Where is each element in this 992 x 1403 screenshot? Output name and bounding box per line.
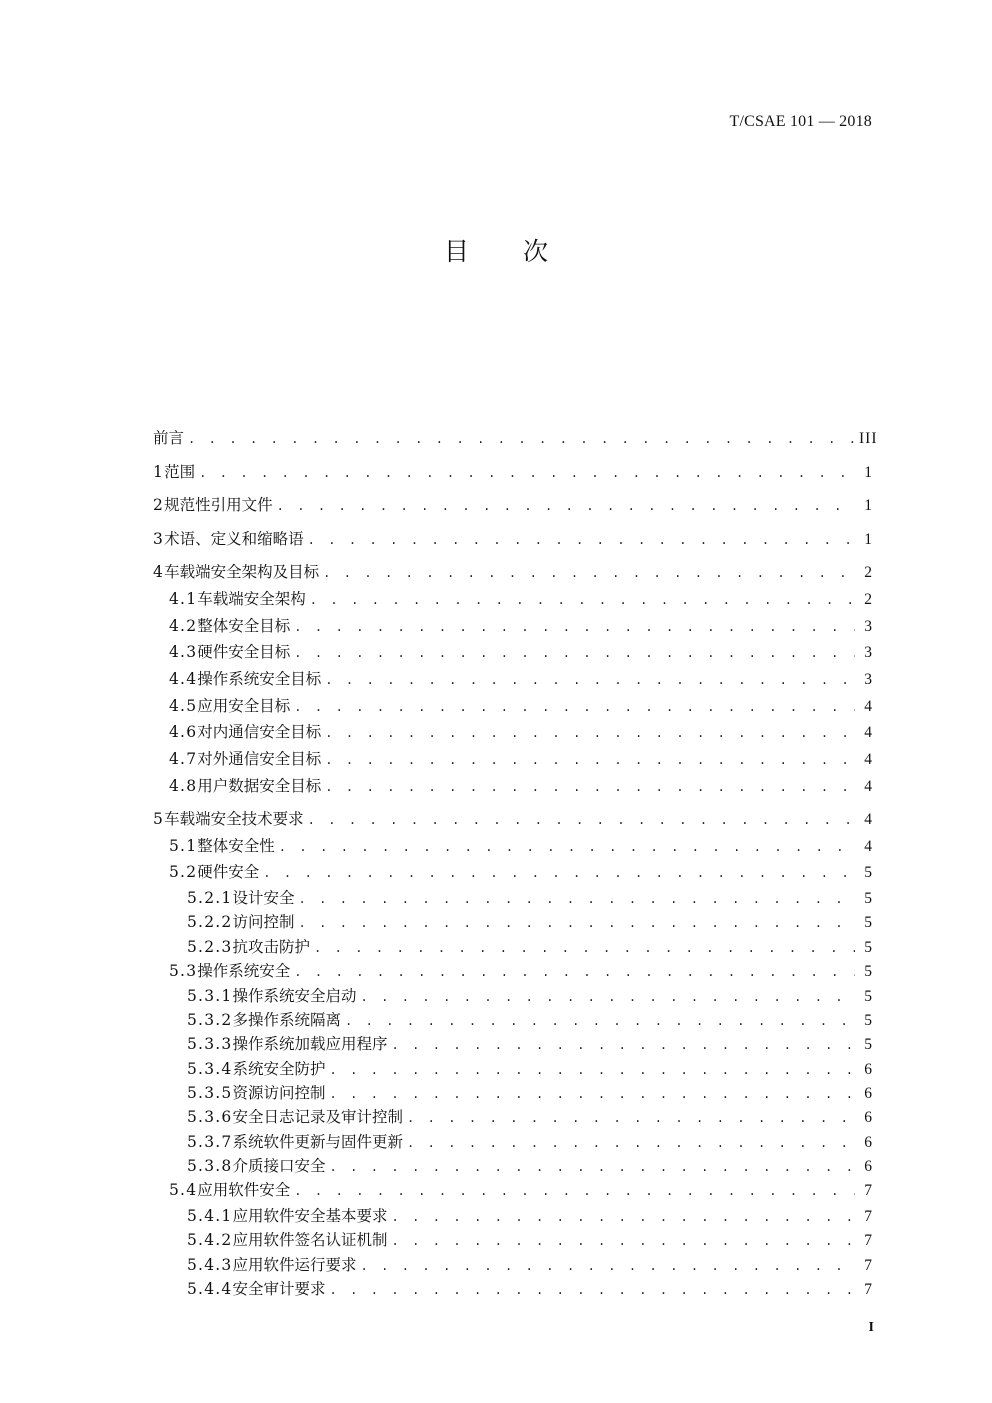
toc-entry-label: 应用安全目标 — [197, 697, 291, 715]
toc-dot-leader — [360, 1255, 855, 1277]
toc-entry[interactable] — [153, 1229, 873, 1251]
toc-entry-number: 5.1 — [169, 837, 198, 855]
toc-dot-leader — [391, 1034, 855, 1056]
toc-entry[interactable] — [153, 1179, 873, 1201]
toc-entry-label: 整体安全目标 — [197, 617, 291, 635]
toc-dot-leader — [391, 1206, 855, 1228]
toc-dot-leader — [345, 1010, 855, 1032]
toc-dot-leader — [294, 616, 855, 638]
toc-entry-label: 设计安全 — [232, 889, 295, 907]
toc-entry-page: 6 — [864, 1158, 873, 1175]
toc-entry[interactable] — [153, 985, 873, 1007]
toc-entry-page: 4 — [864, 811, 873, 828]
toc-dot-leader — [199, 462, 855, 484]
toc-entry-label: 规范性引用文件 — [164, 496, 273, 514]
toc-dot-leader — [325, 669, 855, 691]
toc-entry-number: 5.3.6 — [187, 1108, 233, 1126]
toc-entry[interactable] — [153, 1155, 873, 1177]
toc-dot-leader — [407, 1107, 855, 1129]
toc-entry-number: 1 — [153, 463, 165, 481]
toc-entry-label: 系统安全防护 — [232, 1060, 326, 1078]
toc-entry-label: 车载端安全架构 — [197, 590, 306, 608]
toc-entry[interactable] — [153, 461, 873, 483]
toc-entry[interactable] — [153, 1205, 873, 1227]
toc-entry-number: 5 — [153, 810, 165, 828]
toc-entry-number: 5.2.3 — [187, 938, 233, 956]
toc-entry[interactable] — [153, 494, 873, 516]
toc-entry-page: 7 — [864, 1281, 873, 1298]
toc-entry-page: 2 — [864, 564, 873, 581]
toc-entry-page: 7 — [864, 1232, 873, 1249]
toc-entry[interactable] — [153, 1106, 873, 1128]
toc-entry-label: 访问控制 — [232, 913, 295, 931]
toc-entry-page: 5 — [864, 963, 873, 980]
toc-entry-page: 5 — [864, 1012, 873, 1029]
toc-entry-label: 范围 — [164, 463, 196, 481]
toc-dot-leader — [294, 696, 855, 718]
toc-entry-page: 3 — [864, 671, 873, 688]
toc-dot-leader — [325, 776, 855, 798]
toc-entry-number: 4.6 — [169, 723, 198, 741]
toc-entry-number: 5.3.7 — [187, 1133, 233, 1151]
toc-entry[interactable] — [153, 561, 873, 583]
toc-entry-number: 4.1 — [169, 590, 198, 608]
toc-entry-page: 5 — [864, 914, 873, 931]
toc-entry[interactable] — [153, 960, 873, 982]
toc-entry[interactable] — [153, 588, 873, 610]
toc-entry-page: 5 — [864, 939, 873, 956]
toc-entry-label: 硬件安全 — [197, 863, 260, 881]
toc-dot-leader — [323, 562, 855, 584]
toc-entry-page: 5 — [864, 864, 873, 881]
toc-dot-leader — [325, 722, 855, 744]
toc-dot-leader — [188, 428, 855, 450]
toc-entry[interactable] — [153, 1254, 873, 1276]
toc-entry-number: 5.4.4 — [187, 1280, 233, 1298]
toc-dot-leader — [263, 862, 855, 884]
toc-entry-label: 前言 — [153, 429, 185, 447]
toc-entry[interactable] — [153, 775, 873, 797]
toc-entry[interactable] — [153, 615, 873, 637]
toc-entry[interactable] — [153, 835, 873, 857]
toc-dot-leader — [308, 809, 855, 831]
toc-entry-label: 车载端安全架构及目标 — [164, 563, 320, 581]
toc-entry[interactable] — [153, 1058, 873, 1080]
toc-entry-label: 介质接口安全 — [232, 1157, 326, 1175]
toc-entry-number: 5.2.1 — [187, 889, 233, 907]
toc-entry-number: 5.4.1 — [187, 1207, 233, 1225]
toc-entry-page: 6 — [864, 1061, 873, 1078]
toc-entry-label: 用户数据安全目标 — [197, 777, 322, 795]
toc-entry[interactable] — [153, 808, 873, 830]
toc-entry-label: 抗攻击防护 — [232, 938, 310, 956]
toc-entry-label: 操作系统加载应用程序 — [232, 1035, 388, 1053]
toc-entry-page: 1 — [864, 497, 873, 514]
toc-entry[interactable] — [153, 1082, 873, 1104]
toc-entry-page: 4 — [864, 838, 873, 855]
toc-entry-label: 对内通信安全目标 — [197, 723, 322, 741]
toc-entry-number: 4.8 — [169, 777, 198, 795]
toc-entry-number: 5.3.3 — [187, 1035, 233, 1053]
toc-entry-label: 多操作系统隔离 — [232, 1011, 341, 1029]
toc-entry-number: 5.3.1 — [187, 987, 233, 1005]
toc-entry-label: 安全日志记录及审计控制 — [232, 1108, 403, 1126]
toc-entry-label: 应用软件安全 — [197, 1181, 291, 1199]
toc-entry-page: 6 — [864, 1085, 873, 1102]
toc-dot-leader — [308, 529, 855, 551]
toc-entry[interactable] — [153, 1131, 873, 1153]
toc-dot-leader — [329, 1059, 855, 1081]
toc-entry-number: 5.3.5 — [187, 1084, 233, 1102]
toc-entry-page: 5 — [864, 1036, 873, 1053]
toc-entry-label: 资源访问控制 — [232, 1084, 326, 1102]
toc-entry-page: 1 — [864, 464, 873, 481]
toc-dot-leader — [298, 888, 855, 910]
toc-dot-leader — [294, 961, 855, 983]
toc-entry[interactable] — [153, 1278, 873, 1300]
toc-entry-page: 6 — [864, 1109, 873, 1126]
toc-dot-leader — [294, 642, 855, 664]
toc-dot-leader — [277, 495, 855, 517]
toc-entry-label: 应用软件签名认证机制 — [232, 1231, 388, 1249]
toc-dot-leader — [294, 1180, 855, 1202]
toc-entry-number: 5.3 — [169, 962, 198, 980]
toc-entry-label: 操作系统安全启动 — [232, 987, 357, 1005]
toc-entry-label: 操作系统安全目标 — [197, 670, 322, 688]
toc-entry-label: 操作系统安全 — [197, 962, 291, 980]
page-number: I — [868, 1320, 874, 1335]
toc-entry[interactable] — [153, 887, 873, 909]
toc-dot-leader — [391, 1230, 855, 1252]
toc-entry-number: 5.4.3 — [187, 1256, 233, 1274]
toc-entry-label: 对外通信安全目标 — [197, 750, 322, 768]
toc-entry[interactable] — [153, 936, 873, 958]
toc-entry-number: 4.2 — [169, 617, 198, 635]
toc-entry-label: 安全审计要求 — [232, 1280, 326, 1298]
toc-entry-page: 4 — [864, 751, 873, 768]
toc-dot-leader — [298, 912, 855, 934]
toc-entry-page: 4 — [864, 698, 873, 715]
toc-entry-label: 应用软件运行要求 — [232, 1256, 357, 1274]
document-id: T/CSAE 101 — 2018 — [729, 113, 872, 130]
toc-entry-number: 4.5 — [169, 697, 198, 715]
toc-dot-leader — [310, 589, 855, 611]
toc-entry-number: 5.2 — [169, 863, 198, 881]
toc-entry-label: 整体安全性 — [197, 837, 275, 855]
toc-entry-number: 5.4 — [169, 1181, 198, 1199]
toc-entry[interactable] — [153, 668, 873, 690]
toc-entry-page: 6 — [864, 1134, 873, 1151]
toc-entry-label: 术语、定义和缩略语 — [164, 530, 304, 548]
toc-entry-page: 7 — [864, 1208, 873, 1225]
toc-entry[interactable] — [153, 1033, 873, 1055]
toc-entry[interactable] — [153, 695, 873, 717]
toc-entry-number: 4.3 — [169, 643, 198, 661]
toc-entry-number: 5.3.4 — [187, 1060, 233, 1078]
toc-entry-page: 1 — [864, 531, 873, 548]
toc-entry-number: 4.7 — [169, 750, 198, 768]
toc-entry[interactable] — [153, 528, 873, 550]
toc-dot-leader — [407, 1132, 855, 1154]
toc-entry-page: 4 — [864, 778, 873, 795]
toc-entry-page: 2 — [864, 591, 873, 608]
toc-dot-leader — [329, 1083, 855, 1105]
toc-entry-page: 4 — [864, 724, 873, 741]
toc-dot-leader — [314, 937, 855, 959]
toc-entry[interactable] — [153, 721, 873, 743]
toc-dot-leader — [360, 986, 855, 1008]
toc-entry[interactable] — [153, 1009, 873, 1031]
toc-dot-leader — [329, 1156, 855, 1178]
toc-entry[interactable] — [153, 427, 878, 449]
toc-entry-number: 2 — [153, 496, 165, 514]
toc-entry-page: 5 — [864, 890, 873, 907]
toc-dot-leader — [325, 749, 855, 771]
toc-entry-page: 7 — [864, 1257, 873, 1274]
toc-entry-number: 5.3.2 — [187, 1011, 233, 1029]
page-title: 目次 — [443, 237, 602, 266]
toc-entry-number: 5.4.2 — [187, 1231, 233, 1249]
toc-entry-page: 7 — [864, 1182, 873, 1199]
toc-dot-leader — [329, 1279, 855, 1301]
toc-entry[interactable] — [153, 861, 873, 883]
toc-entry[interactable] — [153, 911, 873, 933]
toc-entry-page: 3 — [864, 618, 873, 635]
toc-entry-page: 3 — [864, 644, 873, 661]
toc-entry-page: 5 — [864, 988, 873, 1005]
toc-entry[interactable] — [153, 641, 873, 663]
toc-entry-number: 3 — [153, 530, 165, 548]
toc-entry-label: 硬件安全目标 — [197, 643, 291, 661]
toc-entry-label: 车载端安全技术要求 — [164, 810, 304, 828]
toc-dot-leader — [279, 836, 855, 858]
toc-entry-number: 4 — [153, 563, 165, 581]
toc-entry[interactable] — [153, 748, 873, 770]
toc-entry-page: III — [859, 430, 878, 447]
toc-entry-label: 系统软件更新与固件更新 — [232, 1133, 403, 1151]
toc-entry-number: 4.4 — [169, 670, 198, 688]
toc-entry-number: 5.2.2 — [187, 913, 233, 931]
toc-entry-label: 应用软件安全基本要求 — [232, 1207, 388, 1225]
toc-entry-number: 5.3.8 — [187, 1157, 233, 1175]
